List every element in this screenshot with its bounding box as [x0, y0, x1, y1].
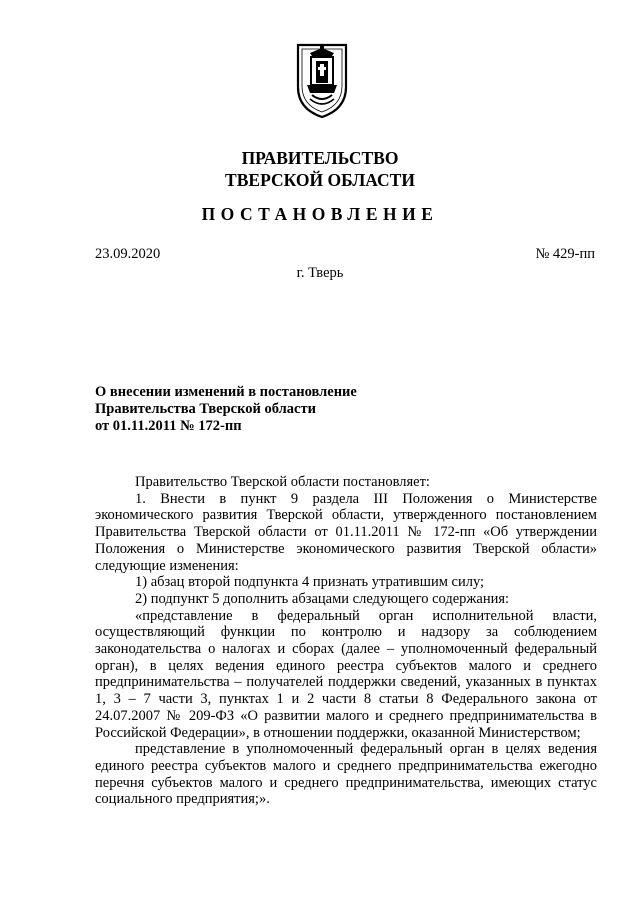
org-name-line1: ПРАВИТЕЛЬСТВО: [241, 148, 399, 168]
tver-coat-of-arms-icon: [296, 43, 348, 119]
document-city: г. Тверь: [296, 265, 344, 281]
document-body: [95, 474, 597, 808]
body-paragraph: 2) подпункт 5 дополнить абзацами следующего содержания:: [135, 590, 510, 607]
subject-line: Правительства Тверской области: [95, 401, 316, 417]
document-type: ПОСТАНОВЛЕНИЕ: [201, 204, 439, 224]
document-number: № 429-пп: [535, 246, 595, 262]
org-name-line2: ТВЕРСКОЙ ОБЛАСТИ: [225, 170, 415, 190]
body-paragraph: представление в уполномоченный федеральный орган в целях ведения единого реестра субъектов малого и среднего предпринимательства ежегодно перечня субъектов малого и среднего предпринимательства, имеющих статус социального предприятия;».: [95, 741, 597, 808]
body-paragraph: 1) абзац второй подпункта 4 признать утратившим силу;: [135, 574, 485, 591]
body-paragraph: Правительство Тверской области постановляет:: [135, 474, 430, 490]
document-subject: [95, 384, 415, 435]
subject-line: О внесении изменений в постановление: [95, 384, 357, 400]
body-paragraph: 1. Внести в пункт 9 раздела III Положения о Министерстве экономического развития Тверской области, утвержденного постановлением Правительства Тверской области от 01.11.2011 № 172-пп «Об утверждении Положения о Министерстве экономического развития Тверской области» следующие изменения:: [95, 490, 597, 574]
subject-line: от 01.11.2011 № 172-пп: [95, 418, 242, 434]
body-paragraph: «представление в федеральный орган исполнительной власти, осуществляющий функции по контролю и надзору за соблюдением законодательства о налогах и сборах (далее – уполномоченный федеральный орган), в целях ведения единого реестра субъектов малого и среднего предпринимательства – получателей поддержки сведений, указанных в пунктах 1, 3 – 7 части 3, пунктах 1 и 2 части 8 статьи 8 Федерального закона от 24.07.2007 № 209-ФЗ «О развитии малого и среднего предпринимательства в Российской Федерации», в отношении поддержки, оказанной Министерством;: [95, 607, 597, 741]
document-date: 23.09.2020: [95, 246, 161, 262]
